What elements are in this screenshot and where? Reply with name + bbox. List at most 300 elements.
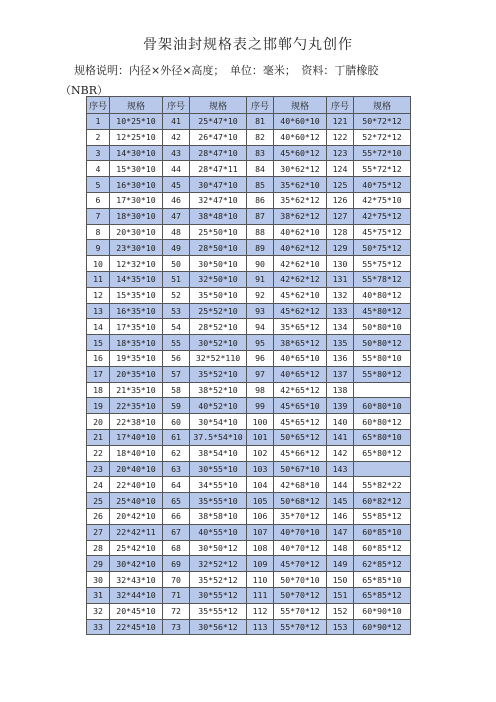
serial-number-cell: 99	[247, 398, 274, 414]
serial-number-cell: 146	[327, 508, 354, 524]
serial-number-cell: 71	[163, 587, 190, 603]
serial-number-cell: 1	[87, 114, 110, 130]
serial-number-cell: 113	[247, 619, 274, 635]
serial-number-cell: 87	[247, 208, 274, 224]
table-row	[87, 508, 411, 524]
spec-size-cell: 30*55*10	[190, 461, 247, 477]
spec-size-cell: 32*52*110	[190, 350, 247, 366]
table-row	[87, 224, 411, 240]
serial-number-cell: 124	[327, 161, 354, 177]
spec-size-cell: 50*70*12	[274, 587, 327, 603]
serial-number-cell: 148	[327, 540, 354, 556]
spec-size-cell: 40*60*10	[274, 114, 327, 130]
serial-number-cell: 104	[247, 477, 274, 493]
spec-size-cell: 50*70*10	[274, 572, 327, 588]
serial-number-cell: 122	[327, 129, 354, 145]
serial-number-cell: 5	[87, 177, 110, 193]
spec-size-cell: 45*62*10	[274, 287, 327, 303]
spec-size-cell: 40*70*12	[274, 540, 327, 556]
serial-number-cell: 19	[87, 398, 110, 414]
spec-size-cell: 32*52*12	[190, 556, 247, 572]
spec-size-cell: 40*65*10	[274, 350, 327, 366]
spec-size-cell: 50*67*10	[274, 461, 327, 477]
serial-number-cell: 63	[163, 461, 190, 477]
spec-size-cell: 26*47*10	[190, 129, 247, 145]
spec-size-cell: 22*45*10	[110, 619, 163, 635]
header-cell: 规格	[190, 97, 247, 114]
serial-number-cell: 139	[327, 398, 354, 414]
serial-number-cell: 111	[247, 587, 274, 603]
spec-size-cell: 20*45*10	[110, 603, 163, 619]
table-row	[87, 429, 411, 445]
spec-size-cell: 35*50*10	[190, 287, 247, 303]
spec-size-cell: 40*80*12	[354, 287, 411, 303]
serial-number-cell: 92	[247, 287, 274, 303]
serial-number-cell: 152	[327, 603, 354, 619]
table-row	[87, 240, 411, 256]
spec-size-cell: 40*52*10	[190, 398, 247, 414]
table-row	[87, 303, 411, 319]
spec-size-cell: 32*43*10	[110, 572, 163, 588]
spec-size-cell: 14*35*10	[110, 271, 163, 287]
serial-number-cell: 132	[327, 287, 354, 303]
serial-number-cell: 108	[247, 540, 274, 556]
serial-number-cell: 33	[87, 619, 110, 635]
table-row	[87, 271, 411, 287]
spec-size-cell: 35*70*12	[274, 508, 327, 524]
spec-description-tail: （NBR）	[60, 84, 108, 97]
serial-number-cell: 49	[163, 240, 190, 256]
serial-number-cell: 7	[87, 208, 110, 224]
serial-number-cell: 12	[87, 287, 110, 303]
serial-number-cell: 23	[87, 461, 110, 477]
spec-size-cell: 45*62*12	[274, 303, 327, 319]
spec-size-cell: 22*38*10	[110, 414, 163, 430]
serial-number-cell: 26	[87, 508, 110, 524]
spec-size-cell: 12*32*10	[110, 256, 163, 272]
serial-number-cell: 140	[327, 414, 354, 430]
spec-size-cell: 40*70*10	[274, 524, 327, 540]
spec-size-cell: 42*62*10	[274, 256, 327, 272]
spec-size-cell: 40*62*10	[274, 224, 327, 240]
serial-number-cell: 82	[247, 129, 274, 145]
serial-number-cell: 85	[247, 177, 274, 193]
spec-size-cell: 38*62*12	[274, 208, 327, 224]
header-cell: 规格	[274, 97, 327, 114]
spec-size-cell: 30*56*12	[190, 619, 247, 635]
table-row	[87, 603, 411, 619]
serial-number-cell: 51	[163, 271, 190, 287]
serial-number-cell: 153	[327, 619, 354, 635]
spec-size-cell: 37.5*54*10	[190, 429, 247, 445]
spec-table	[86, 96, 411, 635]
spec-size-cell: 65*80*12	[354, 445, 411, 461]
spec-size-cell: 45*80*12	[354, 303, 411, 319]
table-row	[87, 319, 411, 335]
serial-number-cell: 129	[327, 240, 354, 256]
serial-number-cell: 31	[87, 587, 110, 603]
serial-number-cell: 145	[327, 493, 354, 509]
serial-number-cell: 20	[87, 414, 110, 430]
spec-size-cell: 18*40*10	[110, 445, 163, 461]
spec-size-cell: 35*52*12	[190, 572, 247, 588]
spec-size-cell: 60*90*12	[354, 619, 411, 635]
spec-size-cell: 50*80*12	[354, 335, 411, 351]
serial-number-cell: 86	[247, 192, 274, 208]
spec-size-cell: 55*75*12	[354, 256, 411, 272]
serial-number-cell: 18	[87, 382, 110, 398]
spec-size-cell: 55*85*12	[354, 508, 411, 524]
spec-size-cell: 55*72*12	[354, 161, 411, 177]
serial-number-cell: 2	[87, 129, 110, 145]
serial-number-cell: 138	[327, 382, 354, 398]
spec-size-cell: 30*54*10	[190, 414, 247, 430]
spec-size-cell: 50*72*12	[354, 114, 411, 130]
table-row	[87, 350, 411, 366]
spec-size-cell: 32*44*10	[110, 587, 163, 603]
serial-number-cell: 89	[247, 240, 274, 256]
table-row	[87, 619, 411, 635]
serial-number-cell: 54	[163, 319, 190, 335]
table-row	[87, 114, 411, 130]
serial-number-cell: 144	[327, 477, 354, 493]
serial-number-cell: 141	[327, 429, 354, 445]
spec-size-cell: 62*85*12	[354, 556, 411, 572]
spec-size-cell: 38*65*12	[274, 335, 327, 351]
spec-size-cell: 25*52*10	[190, 303, 247, 319]
spec-size-cell: 30*50*12	[190, 540, 247, 556]
spec-size-cell: 14*30*10	[110, 145, 163, 161]
spec-size-cell: 65*80*10	[354, 429, 411, 445]
spec-size-cell: 40*62*12	[274, 240, 327, 256]
spec-size-cell: 28*47*11	[190, 161, 247, 177]
table-row	[87, 445, 411, 461]
serial-number-cell: 55	[163, 335, 190, 351]
spec-size-cell: 18*35*10	[110, 335, 163, 351]
spec-size-cell: 60*82*12	[354, 493, 411, 509]
serial-number-cell: 61	[163, 429, 190, 445]
spec-size-cell: 52*72*12	[354, 129, 411, 145]
spec-size-cell	[354, 382, 411, 398]
table-row	[87, 287, 411, 303]
spec-size-cell: 28*52*10	[190, 319, 247, 335]
serial-number-cell: 121	[327, 114, 354, 130]
table-row	[87, 208, 411, 224]
serial-number-cell: 41	[163, 114, 190, 130]
table-row	[87, 161, 411, 177]
table-row	[87, 414, 411, 430]
spec-size-cell: 55*80*10	[354, 350, 411, 366]
spec-size-cell: 25*40*10	[110, 493, 163, 509]
serial-number-cell: 57	[163, 366, 190, 382]
spec-size-cell: 17*30*10	[110, 192, 163, 208]
spec-size-cell: 42*68*10	[274, 477, 327, 493]
spec-size-cell: 50*75*12	[354, 240, 411, 256]
serial-number-cell: 32	[87, 603, 110, 619]
serial-number-cell: 60	[163, 414, 190, 430]
page-title: 骨架油封规格表之邯郸勺丸创作	[143, 37, 353, 53]
spec-size-cell: 45*70*12	[274, 556, 327, 572]
spec-size-cell: 20*30*10	[110, 224, 163, 240]
spec-size-cell: 40*75*12	[354, 177, 411, 193]
header-cell: 规格	[354, 97, 411, 114]
table-row	[87, 256, 411, 272]
serial-number-cell: 123	[327, 145, 354, 161]
spec-size-cell: 12*25*10	[110, 129, 163, 145]
table-row	[87, 493, 411, 509]
serial-number-cell: 59	[163, 398, 190, 414]
spec-size-cell: 45*65*10	[274, 398, 327, 414]
table-row	[87, 382, 411, 398]
spec-size-cell: 16*30*10	[110, 177, 163, 193]
serial-number-cell: 27	[87, 524, 110, 540]
serial-number-cell: 11	[87, 271, 110, 287]
spec-size-cell: 65*85*12	[354, 587, 411, 603]
table-row	[87, 524, 411, 540]
serial-number-cell: 135	[327, 335, 354, 351]
serial-number-cell: 21	[87, 429, 110, 445]
spec-size-cell: 20*42*10	[110, 508, 163, 524]
serial-number-cell: 48	[163, 224, 190, 240]
header-cell: 序号	[87, 97, 110, 114]
spec-size-cell: 60*90*10	[354, 603, 411, 619]
spec-size-cell: 38*54*10	[190, 445, 247, 461]
serial-number-cell: 16	[87, 350, 110, 366]
serial-number-cell: 101	[247, 429, 274, 445]
serial-number-cell: 66	[163, 508, 190, 524]
spec-size-cell: 28*50*10	[190, 240, 247, 256]
serial-number-cell: 94	[247, 319, 274, 335]
spec-size-cell: 42*62*12	[274, 271, 327, 287]
spec-size-cell: 22*42*11	[110, 524, 163, 540]
serial-number-cell: 56	[163, 350, 190, 366]
table-row	[87, 366, 411, 382]
spec-size-cell: 17*35*10	[110, 319, 163, 335]
serial-number-cell: 130	[327, 256, 354, 272]
spec-size-cell: 50*65*12	[274, 429, 327, 445]
serial-number-cell: 136	[327, 350, 354, 366]
serial-number-cell: 47	[163, 208, 190, 224]
serial-number-cell: 107	[247, 524, 274, 540]
spec-size-cell: 30*55*12	[190, 587, 247, 603]
serial-number-cell: 93	[247, 303, 274, 319]
serial-number-cell: 24	[87, 477, 110, 493]
spec-size-cell: 50*68*12	[274, 493, 327, 509]
serial-number-cell: 30	[87, 572, 110, 588]
spec-size-cell: 55*78*12	[354, 271, 411, 287]
serial-number-cell: 88	[247, 224, 274, 240]
serial-number-cell: 100	[247, 414, 274, 430]
spec-size-cell: 38*48*10	[190, 208, 247, 224]
serial-number-cell: 42	[163, 129, 190, 145]
serial-number-cell: 112	[247, 603, 274, 619]
serial-number-cell: 62	[163, 445, 190, 461]
spec-size-cell: 55*72*10	[354, 145, 411, 161]
spec-size-cell: 45*65*12	[274, 414, 327, 430]
table-row	[87, 177, 411, 193]
spec-size-cell: 55*82*22	[354, 477, 411, 493]
spec-size-cell: 40*60*12	[274, 129, 327, 145]
spec-size-cell: 25*42*10	[110, 540, 163, 556]
spec-size-cell: 60*85*12	[354, 540, 411, 556]
spec-size-cell: 28*47*10	[190, 145, 247, 161]
spec-size-cell: 45*75*12	[354, 224, 411, 240]
spec-size-cell: 20*40*10	[110, 461, 163, 477]
serial-number-cell: 103	[247, 461, 274, 477]
header-cell: 序号	[163, 97, 190, 114]
serial-number-cell: 52	[163, 287, 190, 303]
spec-size-cell: 60*80*12	[354, 414, 411, 430]
serial-number-cell: 58	[163, 382, 190, 398]
spec-size-cell: 55*70*12	[274, 603, 327, 619]
table-row	[87, 461, 411, 477]
spec-size-cell: 50*80*10	[354, 319, 411, 335]
spec-size-cell: 65*85*10	[354, 572, 411, 588]
serial-number-cell: 65	[163, 493, 190, 509]
spec-size-cell: 35*62*12	[274, 192, 327, 208]
serial-number-cell: 143	[327, 461, 354, 477]
serial-number-cell: 106	[247, 508, 274, 524]
spec-size-cell: 35*55*10	[190, 493, 247, 509]
serial-number-cell: 84	[247, 161, 274, 177]
serial-number-cell: 110	[247, 572, 274, 588]
spec-size-cell: 35*52*10	[190, 366, 247, 382]
serial-number-cell: 8	[87, 224, 110, 240]
spec-size-cell: 38*52*10	[190, 382, 247, 398]
serial-number-cell: 67	[163, 524, 190, 540]
spec-size-cell: 15*35*10	[110, 287, 163, 303]
serial-number-cell: 142	[327, 445, 354, 461]
serial-number-cell: 125	[327, 177, 354, 193]
serial-number-cell: 3	[87, 145, 110, 161]
table-row	[87, 572, 411, 588]
serial-number-cell: 126	[327, 192, 354, 208]
spec-size-cell	[354, 461, 411, 477]
serial-number-cell: 46	[163, 192, 190, 208]
spec-size-cell: 60*80*10	[354, 398, 411, 414]
spec-size-cell: 25*47*10	[190, 114, 247, 130]
serial-number-cell: 13	[87, 303, 110, 319]
serial-number-cell: 45	[163, 177, 190, 193]
serial-number-cell: 150	[327, 572, 354, 588]
serial-number-cell: 4	[87, 161, 110, 177]
spec-size-cell: 34*55*10	[190, 477, 247, 493]
serial-number-cell: 72	[163, 603, 190, 619]
serial-number-cell: 29	[87, 556, 110, 572]
serial-number-cell: 90	[247, 256, 274, 272]
serial-number-cell: 73	[163, 619, 190, 635]
serial-number-cell: 131	[327, 271, 354, 287]
spec-size-cell: 22*40*10	[110, 477, 163, 493]
serial-number-cell: 95	[247, 335, 274, 351]
table-row	[87, 398, 411, 414]
serial-number-cell: 151	[327, 587, 354, 603]
spec-size-cell: 30*52*10	[190, 335, 247, 351]
table-row	[87, 556, 411, 572]
serial-number-cell: 53	[163, 303, 190, 319]
table-header-row	[87, 97, 411, 114]
serial-number-cell: 10	[87, 256, 110, 272]
serial-number-cell: 109	[247, 556, 274, 572]
spec-size-cell: 35*62*10	[274, 177, 327, 193]
spec-size-cell: 32*50*10	[190, 271, 247, 287]
spec-description: 规格说明：内径×外径×高度； 单位：毫米； 资料：丁腈橡胶	[74, 64, 379, 77]
spec-size-cell: 21*35*10	[110, 382, 163, 398]
serial-number-cell: 83	[247, 145, 274, 161]
spec-size-cell: 45*66*12	[274, 445, 327, 461]
spec-size-cell: 30*42*10	[110, 556, 163, 572]
table-row	[87, 335, 411, 351]
spec-size-cell: 25*50*10	[190, 224, 247, 240]
table-row	[87, 129, 411, 145]
serial-number-cell: 25	[87, 493, 110, 509]
serial-number-cell: 105	[247, 493, 274, 509]
table-row	[87, 145, 411, 161]
spec-size-cell: 30*50*10	[190, 256, 247, 272]
table-row	[87, 192, 411, 208]
serial-number-cell: 14	[87, 319, 110, 335]
serial-number-cell: 128	[327, 224, 354, 240]
serial-number-cell: 97	[247, 366, 274, 382]
serial-number-cell: 64	[163, 477, 190, 493]
spec-size-cell: 35*55*12	[190, 603, 247, 619]
serial-number-cell: 69	[163, 556, 190, 572]
spec-size-cell: 23*30*10	[110, 240, 163, 256]
serial-number-cell: 68	[163, 540, 190, 556]
serial-number-cell: 91	[247, 271, 274, 287]
serial-number-cell: 149	[327, 556, 354, 572]
serial-number-cell: 70	[163, 572, 190, 588]
spec-size-cell: 42*75*12	[354, 208, 411, 224]
serial-number-cell: 6	[87, 192, 110, 208]
spec-size-cell: 42*65*12	[274, 382, 327, 398]
spec-size-cell: 16*35*10	[110, 303, 163, 319]
serial-number-cell: 9	[87, 240, 110, 256]
spec-size-cell: 18*30*10	[110, 208, 163, 224]
spec-size-cell: 15*30*10	[110, 161, 163, 177]
serial-number-cell: 96	[247, 350, 274, 366]
header-cell: 序号	[327, 97, 354, 114]
spec-size-cell: 19*35*10	[110, 350, 163, 366]
serial-number-cell: 44	[163, 161, 190, 177]
serial-number-cell: 28	[87, 540, 110, 556]
spec-size-cell: 45*60*12	[274, 145, 327, 161]
serial-number-cell: 15	[87, 335, 110, 351]
spec-size-cell: 10*25*10	[110, 114, 163, 130]
header-cell: 序号	[247, 97, 274, 114]
spec-size-cell: 35*65*12	[274, 319, 327, 335]
header-cell: 规格	[110, 97, 163, 114]
spec-size-cell: 55*70*12	[274, 619, 327, 635]
spec-size-cell: 22*35*10	[110, 398, 163, 414]
serial-number-cell: 133	[327, 303, 354, 319]
serial-number-cell: 137	[327, 366, 354, 382]
spec-size-cell: 17*40*10	[110, 429, 163, 445]
spec-size-cell: 55*80*12	[354, 366, 411, 382]
spec-size-cell: 30*47*10	[190, 177, 247, 193]
spec-size-cell: 40*65*12	[274, 366, 327, 382]
spec-size-cell: 42*75*10	[354, 192, 411, 208]
spec-size-cell: 40*55*10	[190, 524, 247, 540]
serial-number-cell: 50	[163, 256, 190, 272]
spec-size-cell: 20*35*10	[110, 366, 163, 382]
serial-number-cell: 102	[247, 445, 274, 461]
serial-number-cell: 22	[87, 445, 110, 461]
spec-size-cell: 32*47*10	[190, 192, 247, 208]
serial-number-cell: 147	[327, 524, 354, 540]
spec-size-cell: 30*62*12	[274, 161, 327, 177]
table-row	[87, 540, 411, 556]
